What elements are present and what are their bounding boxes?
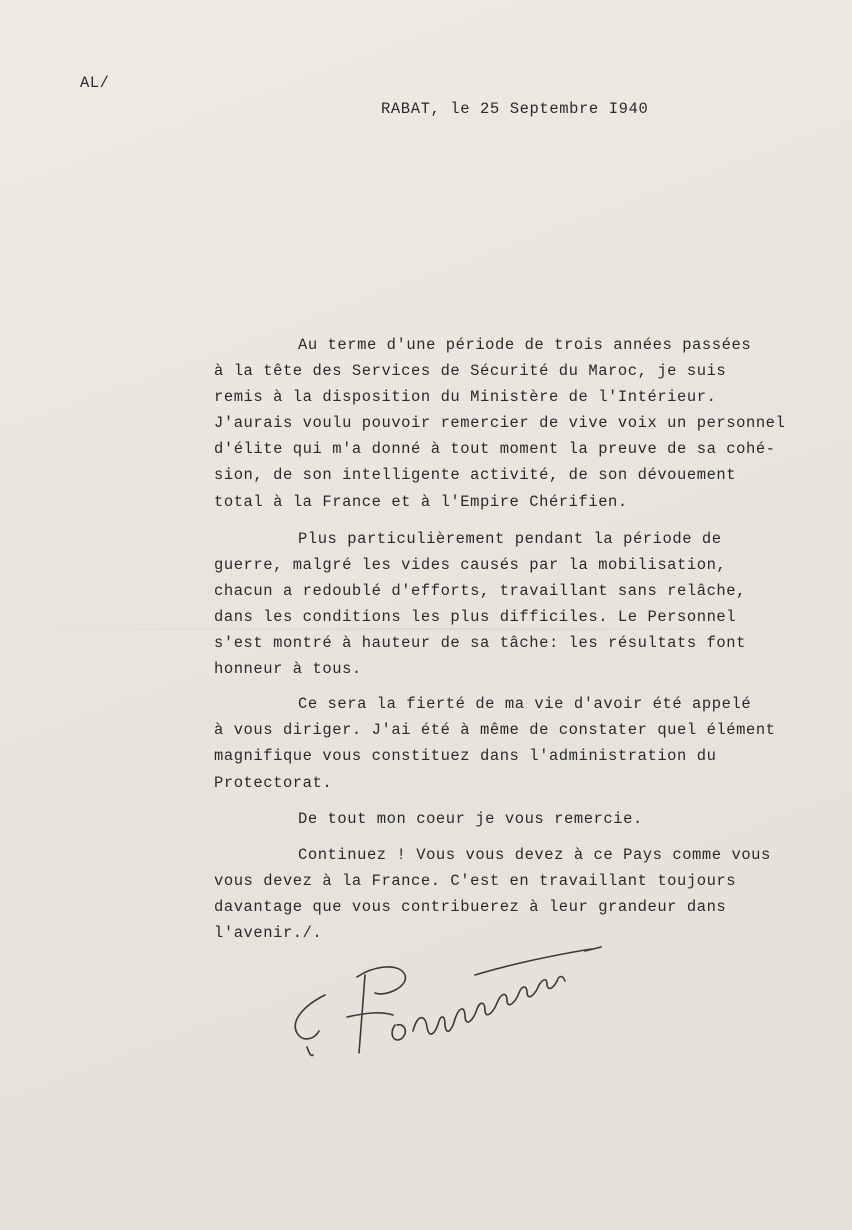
body-line: s'est montré à hauteur de sa tâche: les résultats font xyxy=(214,634,746,652)
paper-fold xyxy=(0,628,852,630)
body-line: sion, de son intelligente activité, de son dévouement xyxy=(214,466,737,484)
body-line: J'aurais voulu pouvoir remercier de vive voix un personnel xyxy=(214,414,786,432)
body-line: Ce sera la fierté de ma vie d'avoir été appelé xyxy=(298,695,752,713)
body-line: guerre, malgré les vides causés par la mobilisation, xyxy=(214,556,727,574)
body-line: honneur à tous. xyxy=(214,660,362,678)
body-line: davantage que vous contribuerez à leur grandeur dans xyxy=(214,898,727,916)
body-line: à la tête des Services de Sécurité du Maroc, je suis xyxy=(214,362,727,380)
body-line: chacun a redoublé d'efforts, travaillant sans relâche, xyxy=(214,582,746,600)
reference-mark: AL/ xyxy=(80,74,110,92)
body-line: Plus particulièrement pendant la période de xyxy=(298,530,722,548)
body-line: total à la France et à l'Empire Chérifien. xyxy=(214,493,628,511)
body-line: De tout mon coeur je vous remercie. xyxy=(298,810,643,828)
body-line: dans les conditions les plus difficiles. Le Personnel xyxy=(214,608,737,626)
body-line: l'avenir./. xyxy=(214,924,323,942)
dateline: RABAT, le 25 Septembre I940 xyxy=(381,100,649,118)
body-line: remis à la disposition du Ministère de l'Intérieur. xyxy=(214,388,717,406)
body-line: Continuez ! Vous vous devez à ce Pays comme vous xyxy=(298,846,771,864)
handwritten-signature xyxy=(285,935,615,1065)
body-line: Au terme d'une période de trois années passées xyxy=(298,336,752,354)
body-line: Protectorat. xyxy=(214,774,333,792)
body-line: magnifique vous constituez dans l'administration du xyxy=(214,747,717,765)
body-line: à vous diriger. J'ai été à même de constater quel élément xyxy=(214,721,776,739)
body-line: d'élite qui m'a donné à tout moment la preuve de sa cohé- xyxy=(214,440,776,458)
body-line: vous devez à la France. C'est en travaillant toujours xyxy=(214,872,737,890)
